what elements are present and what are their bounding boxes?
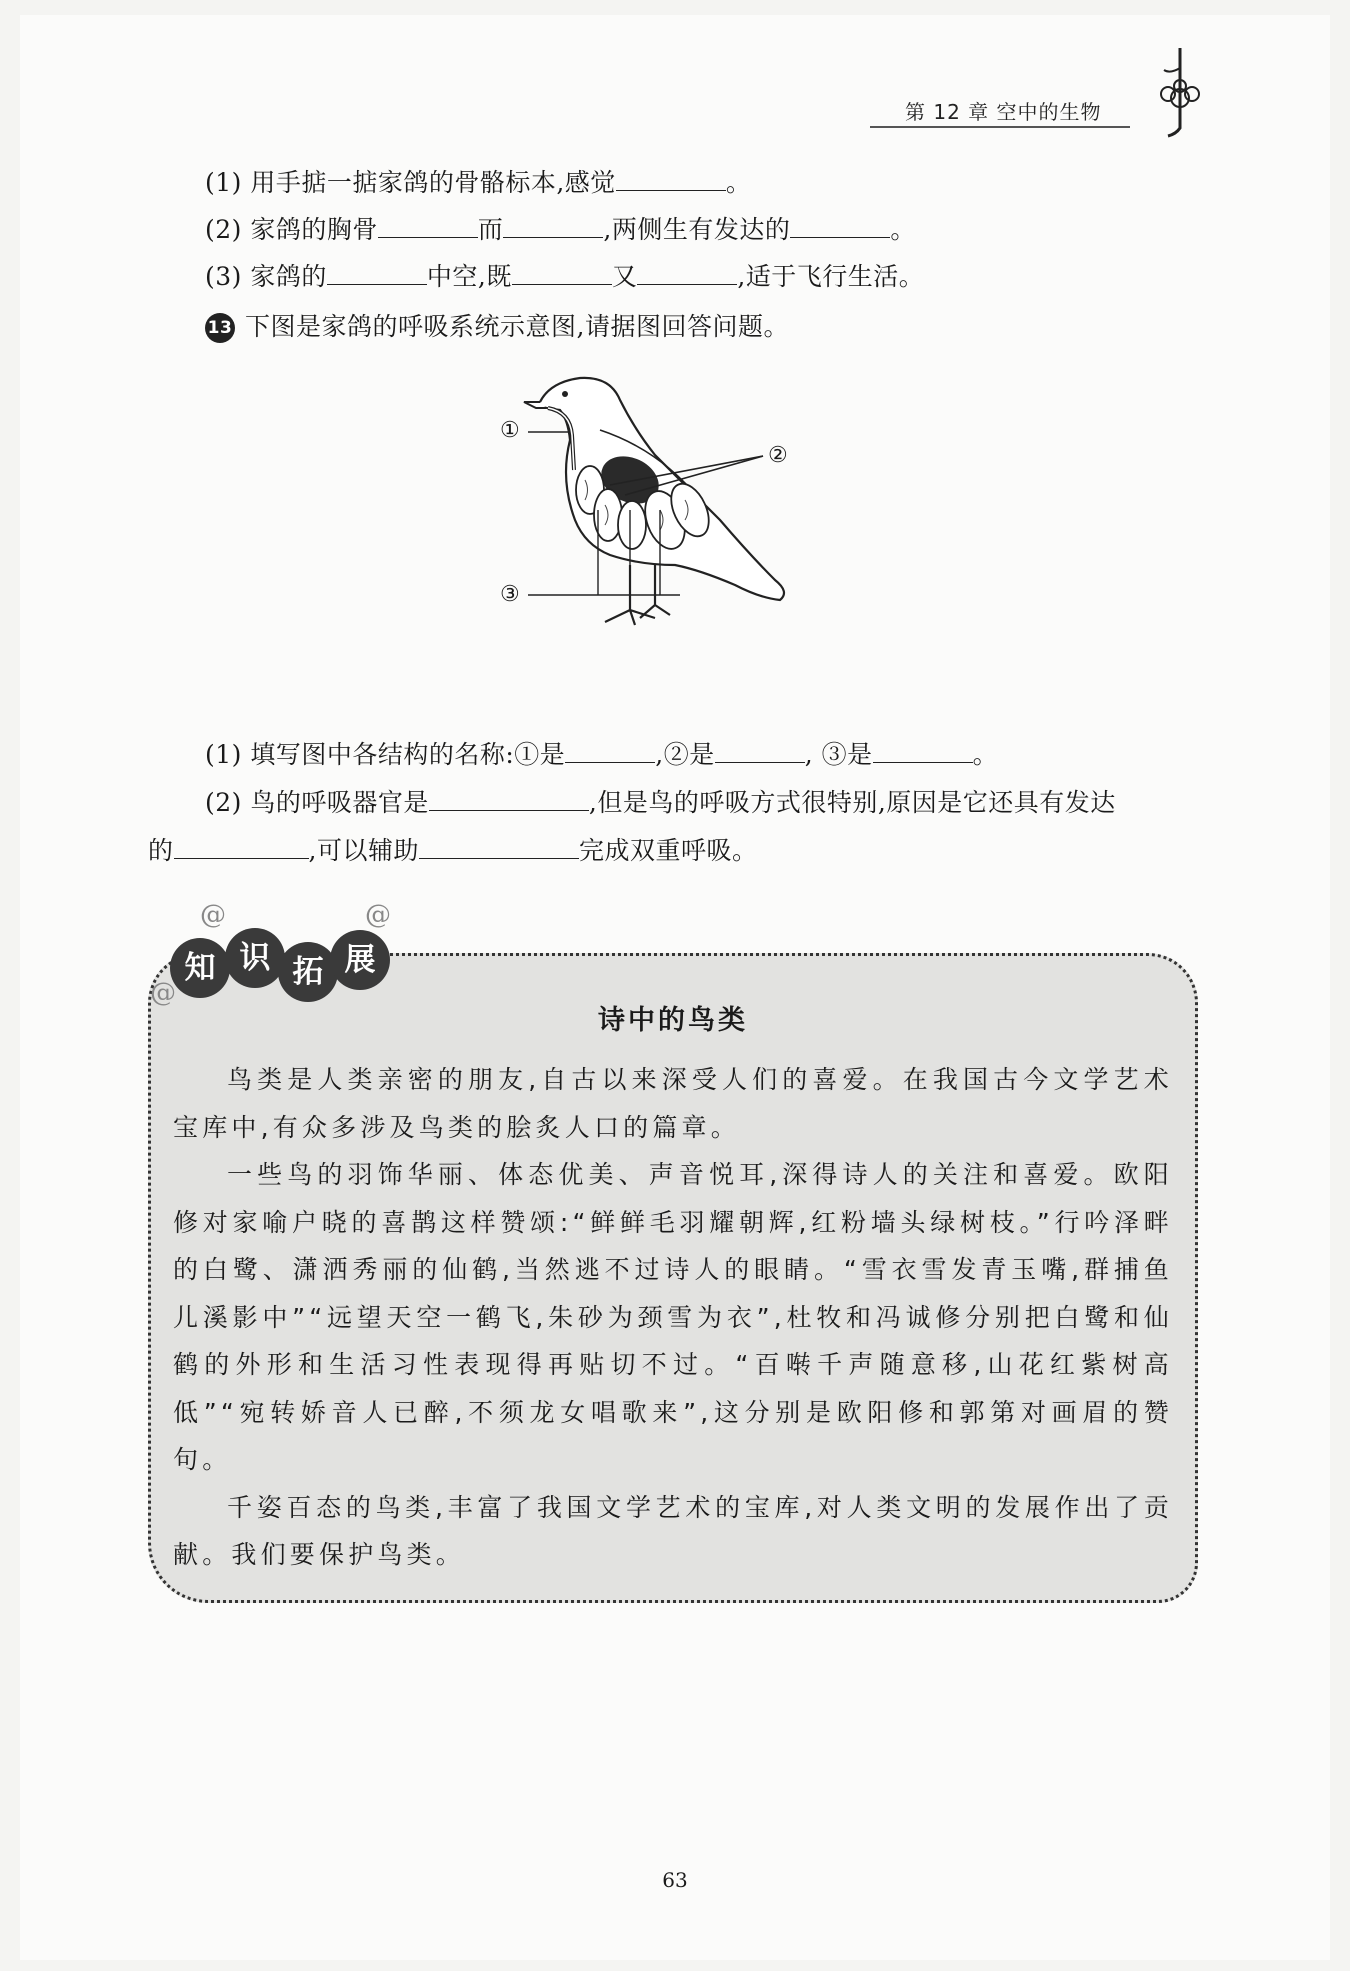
diagram-label-1: ①	[500, 418, 520, 443]
q13-stem-text: 下图是家鸽的呼吸系统示意图,请据图回答问题。	[245, 312, 789, 341]
q12-sub2	[205, 213, 916, 247]
answer-blank[interactable]	[637, 260, 737, 285]
q12-sub1-end: 。	[725, 168, 752, 197]
flower-ornament-icon	[1150, 48, 1210, 138]
pigeon-respiratory-diagram	[490, 360, 870, 680]
answer-blank[interactable]	[616, 166, 726, 191]
q13-sub2-text-b: ,但是鸟的呼吸方式很特别,原因是它还具有发达	[588, 788, 1116, 817]
question-number-badge: 13	[205, 313, 235, 343]
q13-sub1-text-b: ,②是	[655, 740, 715, 769]
answer-blank[interactable]	[512, 260, 612, 285]
q13-sub2-text-a: (2) 鸟的呼吸器官是	[205, 788, 429, 817]
swirl-icon: @	[150, 978, 176, 1008]
knowledge-paragraph: 千姿百态的鸟类,丰富了我国文学艺术的宝库,对人类文明的发展作出了贡献。我们要保护鸟类。	[173, 1492, 1173, 1569]
knowledge-paragraph: 一些鸟的羽饰华丽、体态优美、声音悦耳,深得诗人的关注和喜爱。欧阳修对家喻户晓的喜鹊这样赞颂:“鲜鲜毛羽耀朝辉,红粉墙头绿树枝。”行吟泽畔的白鹭、潇洒秀丽的仙鹤,当然逃不过诗人的眼睛。“雪衣雪发青玉嘴,群捕鱼儿溪影中”“远望天空一鹤飞,朱砂为颈雪为衣”,杜牧和冯诚修分别把白鹭和仙鹤的外形和生活习性表现得再贴切不过。“百啭千声随意移,山花红紫树高低”“宛转娇音人已醉,不须龙女唱歌来”,这分别是欧阳修和郭第对画眉的赞句。	[173, 1160, 1173, 1474]
q13-stem	[205, 310, 789, 344]
q12-sub3-text-a: (3) 家鸽的	[205, 262, 327, 291]
q12-sub3	[205, 260, 924, 294]
swirl-icon: @	[365, 900, 391, 930]
q12-sub2-text-b: 而	[477, 215, 504, 244]
q13-sub1	[205, 738, 998, 772]
chapter-title: 第 12 章 空中的生物	[905, 100, 1102, 124]
answer-blank[interactable]	[565, 738, 655, 763]
knowledge-paragraph: 鸟类是人类亲密的朋友,自古以来深受人们的喜爱。在我国古今文学艺术宝库中,有众多涉及鸟类的脍炙人口的篇章。	[173, 1065, 1173, 1142]
q12-sub2-text-c: ,两侧生有发达的	[603, 215, 791, 244]
q12-sub2-text-a: (2) 家鸽的胸骨	[205, 215, 378, 244]
knowledge-title: 诗中的鸟类	[598, 1005, 748, 1036]
tag-char: 拓	[278, 942, 338, 1002]
q13-sub1-text-d: 。	[972, 740, 999, 769]
q13-sub2-text-c: 的	[148, 836, 174, 865]
answer-blank[interactable]	[429, 786, 589, 811]
answer-blank[interactable]	[790, 213, 890, 238]
answer-blank[interactable]	[715, 738, 805, 763]
q12-sub1	[205, 166, 751, 200]
diagram-label-3: ③	[500, 582, 520, 607]
tag-char: 展	[330, 930, 390, 990]
q12-sub3-text-b: 中空,既	[426, 262, 512, 291]
q12-sub1-text: (1) 用手掂一掂家鸽的骨骼标本,感觉	[205, 168, 616, 197]
tag-char: 识	[225, 928, 285, 988]
knowledge-box	[148, 953, 1198, 1603]
header-rule	[870, 126, 1130, 128]
answer-blank[interactable]	[174, 834, 309, 859]
q13-sub1-text-c: , ③是	[804, 740, 873, 769]
pigeon-icon	[490, 360, 870, 680]
answer-blank[interactable]	[419, 834, 579, 859]
knowledge-tag	[150, 900, 400, 1010]
q12-sub2-text-d: 。	[890, 215, 916, 244]
q13-sub1-text-a: (1) 填写图中各结构的名称:①是	[205, 740, 566, 769]
knowledge-body	[173, 1056, 1173, 1579]
q13-sub2-text-e: 完成双重呼吸。	[578, 836, 758, 865]
swirl-icon: @	[200, 900, 226, 930]
page-number: 63	[662, 1868, 688, 1892]
q13-sub2	[205, 786, 1116, 820]
chapter-header	[870, 88, 1170, 128]
q12-sub3-text-d: ,适于飞行生活。	[737, 262, 925, 291]
answer-blank[interactable]	[378, 213, 478, 238]
answer-blank[interactable]	[503, 213, 603, 238]
tag-char: 知	[170, 938, 230, 998]
q13-sub2-cont	[148, 834, 757, 868]
answer-blank[interactable]	[873, 738, 973, 763]
diagram-label-2: ②	[768, 443, 788, 468]
q12-sub3-text-c: 又	[611, 262, 638, 291]
answer-blank[interactable]	[327, 260, 427, 285]
q13-sub2-text-d: ,可以辅助	[308, 836, 419, 865]
